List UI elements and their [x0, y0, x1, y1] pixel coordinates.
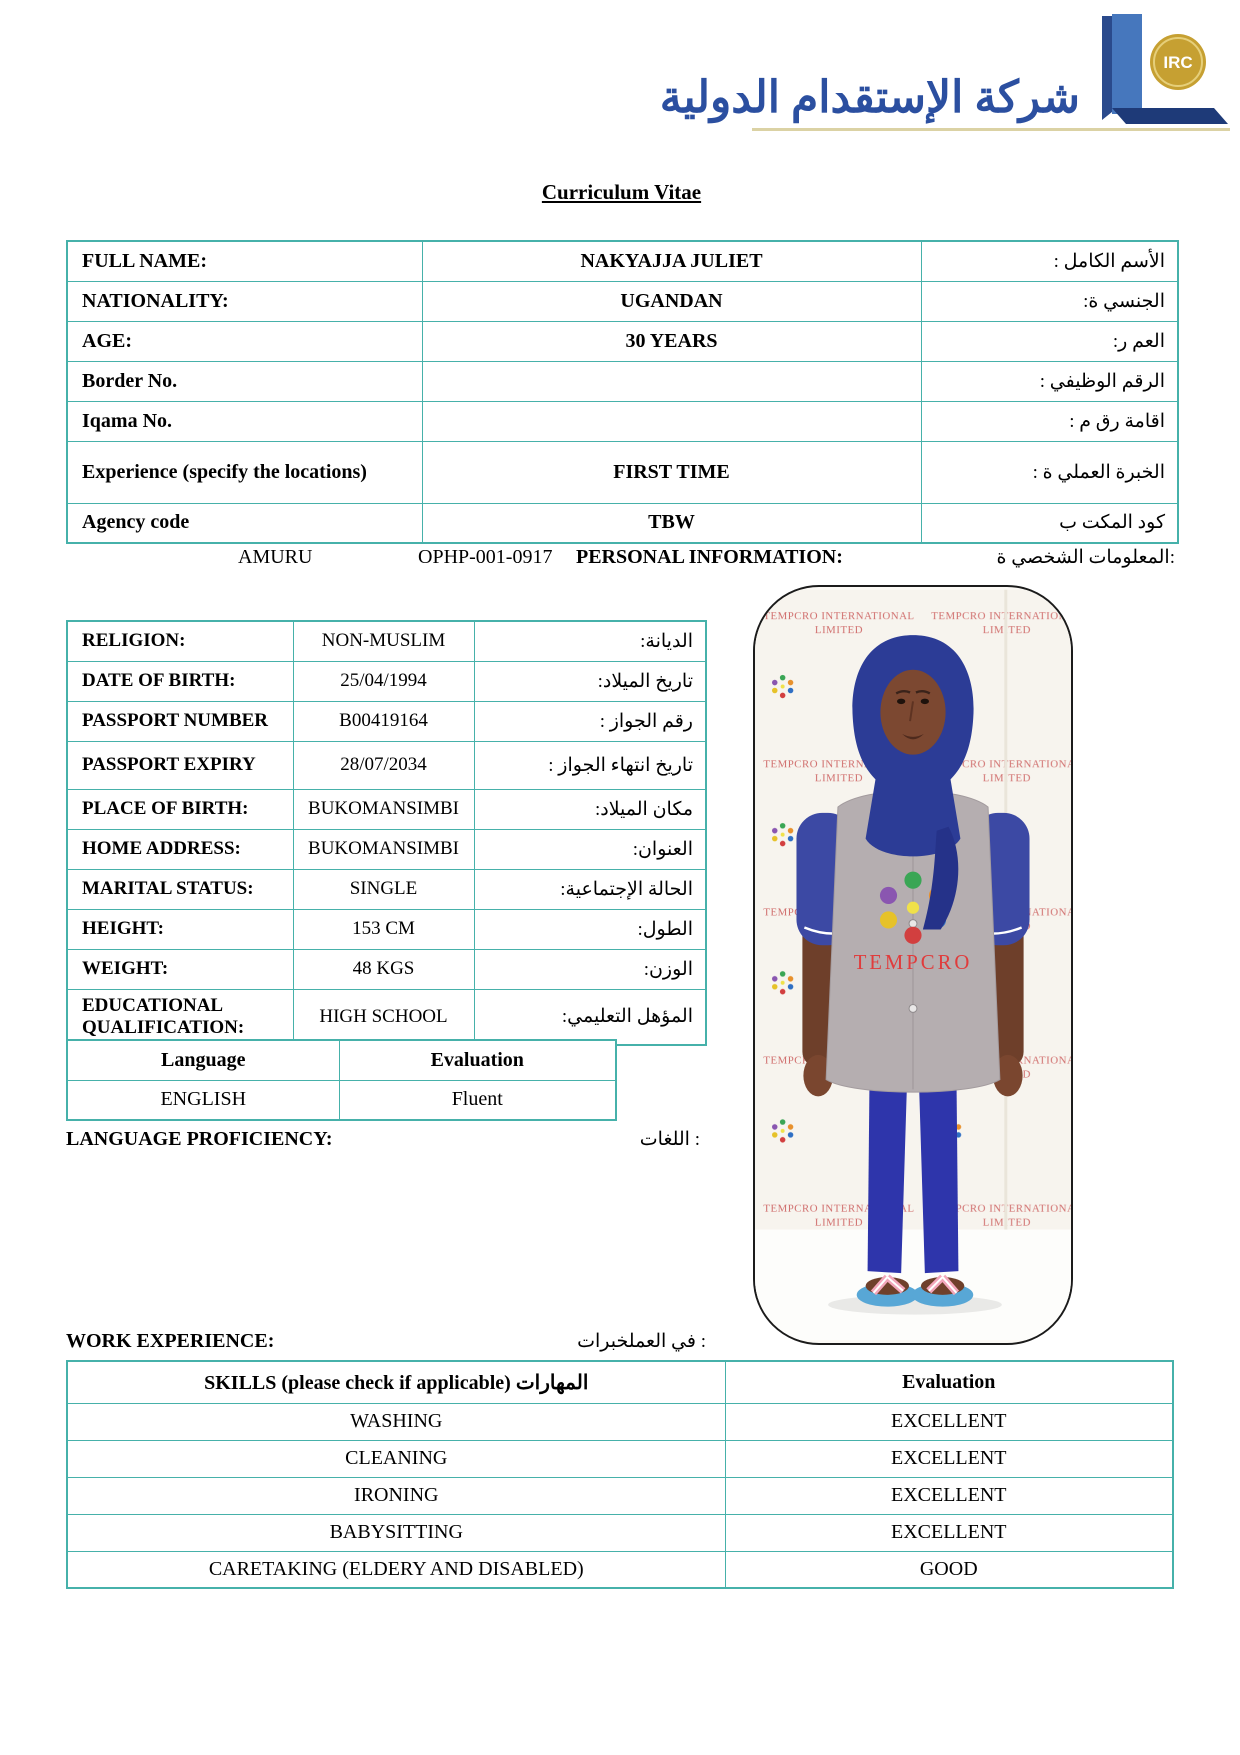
- language-evaluation: Fluent: [339, 1080, 616, 1120]
- field-label: DATE OF BIRTH:: [67, 661, 293, 701]
- table-row: [67, 789, 706, 829]
- field-label: PLACE OF BIRTH:: [67, 789, 293, 829]
- field-label: WEIGHT:: [67, 949, 293, 989]
- field-label: AGE:: [67, 321, 422, 361]
- candidate-photo: [753, 585, 1073, 1345]
- table-header-row: [67, 1040, 616, 1080]
- table-row: [67, 1477, 1173, 1514]
- work-experience-line: [66, 1330, 706, 1353]
- table-row: [67, 281, 1178, 321]
- skill-evaluation: GOOD: [725, 1551, 1173, 1588]
- field-value: 30 YEARS: [422, 321, 921, 361]
- section-heading: PERSONAL INFORMATION:: [576, 546, 843, 568]
- field-value: B00419164: [293, 701, 474, 741]
- field-label: Experience (specify the locations): [67, 441, 422, 503]
- table-row: [67, 869, 706, 909]
- field-label: FULL NAME:: [67, 241, 422, 281]
- field-label-arabic: الديانة:: [474, 621, 706, 661]
- table-row: [67, 741, 706, 789]
- section-heading-arabic: المعلومات الشخصي ة:: [996, 547, 1175, 568]
- field-value: 48 KGS: [293, 949, 474, 989]
- agency-location: AMURU: [238, 546, 313, 568]
- field-label: RELIGION:: [67, 621, 293, 661]
- skill-evaluation: EXCELLENT: [725, 1440, 1173, 1477]
- field-value: BUKOMANSIMBI: [293, 789, 474, 829]
- table-row: [67, 1551, 1173, 1588]
- field-value: 25/04/1994: [293, 661, 474, 701]
- column-header-skills: SKILLS (please check if applicable) المهارات: [67, 1361, 725, 1403]
- field-value: TBW: [422, 503, 921, 543]
- field-label-arabic: الطول:: [474, 909, 706, 949]
- table-row: [67, 661, 706, 701]
- skill-evaluation: EXCELLENT: [725, 1403, 1173, 1440]
- field-label: PASSPORT NUMBER: [67, 701, 293, 741]
- table-header-row: [67, 1361, 1173, 1403]
- column-header-evaluation: Evaluation: [339, 1040, 616, 1080]
- field-value: NON-MUSLIM: [293, 621, 474, 661]
- table-row: [67, 321, 1178, 361]
- skill-name: WASHING: [67, 1403, 725, 1440]
- field-label: Iqama No.: [67, 401, 422, 441]
- table-row: [67, 1514, 1173, 1551]
- field-label-arabic: تاريخ الميلاد:: [474, 661, 706, 701]
- field-label-arabic: العم ر:: [921, 321, 1178, 361]
- skill-name: CARETAKING (ELDERY AND DISABLED): [67, 1551, 725, 1588]
- personal-information-line: [66, 546, 1177, 576]
- field-label-arabic: كود المكت ب: [921, 503, 1178, 543]
- table-row: [67, 829, 706, 869]
- table-row: [67, 949, 706, 989]
- language-proficiency-line: [66, 1128, 700, 1151]
- field-label: HEIGHT:: [67, 909, 293, 949]
- field-label: Border No.: [67, 361, 422, 401]
- reference-code: OPHP-001-0917: [418, 546, 553, 568]
- field-label: EDUCATIONAL QUALIFICATION:: [67, 989, 293, 1045]
- field-value: [422, 401, 921, 441]
- language-heading: LANGUAGE PROFICIENCY:: [66, 1128, 333, 1150]
- field-label-arabic: الرقم الوظيفي :: [921, 361, 1178, 401]
- skill-name: BABYSITTING: [67, 1514, 725, 1551]
- table-row: [67, 1403, 1173, 1440]
- svg-text:TEMPCRO: TEMPCRO: [853, 951, 973, 974]
- field-value: NAKYAJJA JULIET: [422, 241, 921, 281]
- logo-underline: [752, 128, 1230, 131]
- skill-evaluation: EXCELLENT: [725, 1514, 1173, 1551]
- field-value: BUKOMANSIMBI: [293, 829, 474, 869]
- work-experience-heading-arabic: في العملخبرات :: [577, 1331, 706, 1352]
- language-table: [66, 1039, 617, 1121]
- skills-table: [66, 1360, 1174, 1589]
- language-value: ENGLISH: [67, 1080, 339, 1120]
- table-row: [67, 241, 1178, 281]
- company-logo: [660, 12, 1232, 128]
- field-label: PASSPORT EXPIRY: [67, 741, 293, 789]
- field-value: 28/07/2034: [293, 741, 474, 789]
- work-experience-heading: WORK EXPERIENCE:: [66, 1330, 275, 1352]
- column-header-language: Language: [67, 1040, 339, 1080]
- column-header-evaluation: Evaluation: [725, 1361, 1173, 1403]
- document-title: Curriculum Vitae: [541, 180, 702, 204]
- table-row: [67, 909, 706, 949]
- field-label-arabic: رقم الجواز :: [474, 701, 706, 741]
- field-label-arabic: الوزن:: [474, 949, 706, 989]
- field-label: MARITAL STATUS:: [67, 869, 293, 909]
- table-row: [67, 361, 1178, 401]
- personal-details-table: [66, 620, 707, 1046]
- field-value: SINGLE: [293, 869, 474, 909]
- field-value: HIGH SCHOOL: [293, 989, 474, 1045]
- field-value: [422, 361, 921, 401]
- table-row: [67, 503, 1178, 543]
- field-label-arabic: الحالة الإجتماعية:: [474, 869, 706, 909]
- field-value: FIRST TIME: [422, 441, 921, 503]
- company-name-arabic: شركة الإستقدام الدولية: [659, 73, 1080, 122]
- irc-logo-icon: [1090, 12, 1232, 128]
- identity-table: [66, 240, 1179, 544]
- skill-name: IRONING: [67, 1477, 725, 1514]
- field-label-arabic: اقامة رق م :: [921, 401, 1178, 441]
- candidate-photo-image: [755, 587, 1071, 1343]
- field-label-arabic: الجنسي ة:: [921, 281, 1178, 321]
- table-row: [67, 1080, 616, 1120]
- field-label-arabic: مكان الميلاد:: [474, 789, 706, 829]
- field-label-arabic: تاريخ انتهاء الجواز :: [474, 741, 706, 789]
- table-row: [67, 701, 706, 741]
- language-heading-arabic: اللغات :: [639, 1129, 700, 1150]
- table-row: [67, 1440, 1173, 1477]
- field-label-arabic: الأسم الكامل :: [921, 241, 1178, 281]
- field-label: NATIONALITY:: [67, 281, 422, 321]
- table-row: [67, 441, 1178, 503]
- field-label: HOME ADDRESS:: [67, 829, 293, 869]
- irc-label: IRC: [1163, 53, 1193, 72]
- field-value: UGANDAN: [422, 281, 921, 321]
- table-row: [67, 401, 1178, 441]
- skill-name: CLEANING: [67, 1440, 725, 1477]
- table-row: [67, 621, 706, 661]
- field-value: 153 CM: [293, 909, 474, 949]
- skill-evaluation: EXCELLENT: [725, 1477, 1173, 1514]
- field-label-arabic: المؤهل التعليمي:: [474, 989, 706, 1045]
- field-label-arabic: العنوان:: [474, 829, 706, 869]
- field-label-arabic: الخبرة العملي ة :: [921, 441, 1178, 503]
- field-label: Agency code: [67, 503, 422, 543]
- table-row: [67, 989, 706, 1045]
